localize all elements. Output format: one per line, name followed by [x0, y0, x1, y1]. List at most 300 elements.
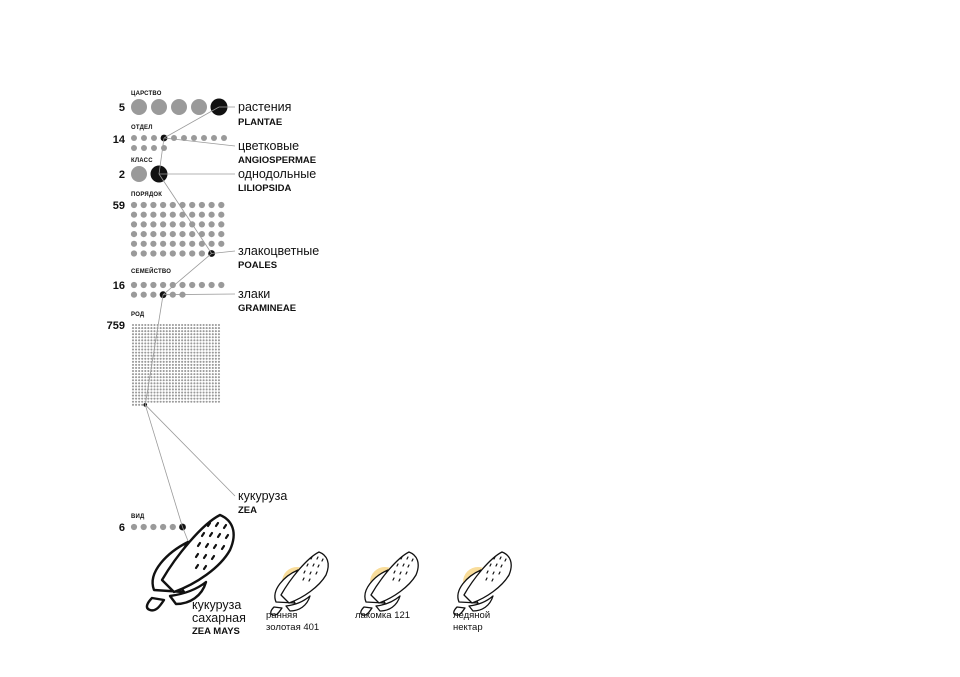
taxon-dot	[190, 330, 192, 332]
taxon-dot	[206, 333, 208, 335]
taxon-dot	[203, 401, 205, 403]
taxon-dot	[163, 336, 165, 338]
taxon-dot	[169, 391, 171, 393]
taxon-dot	[206, 391, 208, 393]
taxon-dot	[218, 401, 220, 403]
taxon-dot	[172, 376, 174, 378]
taxon-dot	[190, 385, 192, 387]
taxon-dot	[203, 345, 205, 347]
taxon-dot	[193, 379, 195, 381]
taxon-dot	[161, 145, 167, 151]
taxon-dot	[190, 398, 192, 400]
taxon-dot	[196, 388, 198, 390]
taxon-dot	[141, 391, 143, 393]
taxon-dot	[166, 336, 168, 338]
variety-2	[355, 552, 418, 621]
taxon-dot	[189, 282, 195, 288]
taxon-dot	[178, 382, 180, 384]
taxon-dot	[203, 364, 205, 366]
taxon-dot	[196, 361, 198, 363]
taxon-dot	[218, 339, 220, 341]
taxon-dot	[169, 376, 171, 378]
taxon-dot	[160, 373, 162, 375]
taxon-dot	[135, 373, 137, 375]
taxon-dot	[181, 342, 183, 344]
taxon-dot	[153, 385, 155, 387]
taxon-dot	[170, 250, 176, 256]
taxon-dot	[153, 376, 155, 378]
taxon-dot	[150, 379, 152, 381]
taxon-dot	[199, 324, 201, 326]
taxon-dot	[215, 398, 217, 400]
taxon-latin-name: POALES	[238, 260, 278, 271]
taxon-dot	[203, 361, 205, 363]
taxon-dot	[135, 339, 137, 341]
taxon-dot	[169, 385, 171, 387]
taxon-dot	[212, 336, 214, 338]
rank-label: РОД	[131, 312, 145, 318]
taxon-dot	[141, 361, 143, 363]
taxon-dot	[166, 349, 168, 351]
taxon-dot	[218, 202, 224, 208]
taxon-dot	[157, 398, 159, 400]
taxon-dot	[187, 401, 189, 403]
taxon-dot	[157, 385, 159, 387]
taxon-dot	[190, 370, 192, 372]
taxon-dot	[138, 401, 140, 403]
taxon-dot	[163, 333, 165, 335]
taxon-dot	[141, 241, 147, 247]
taxon-dot	[153, 367, 155, 369]
taxon-dot	[160, 202, 166, 208]
taxon-dot	[190, 355, 192, 357]
variety-1-line1: ранняя	[266, 610, 298, 621]
taxon-dot	[138, 373, 140, 375]
rank-count: 16	[112, 280, 125, 292]
taxon-dot	[132, 358, 134, 360]
taxon-dot	[178, 342, 180, 344]
taxon-dot	[138, 358, 140, 360]
taxon-dot	[144, 385, 146, 387]
taxon-dot	[193, 339, 195, 341]
taxon-dot	[132, 352, 134, 354]
taxon-latin-name: GRAMINEAE	[238, 303, 297, 314]
taxon-dot	[193, 342, 195, 344]
taxon-dot	[218, 367, 220, 369]
taxon-dot	[135, 345, 137, 347]
taxon-dot	[187, 391, 189, 393]
taxon-dot	[218, 385, 220, 387]
taxon-dot	[175, 345, 177, 347]
taxon-dot	[218, 382, 220, 384]
taxon-dot	[178, 364, 180, 366]
taxon-dot	[144, 358, 146, 360]
taxon-dot	[132, 349, 134, 351]
taxon-dot	[199, 391, 201, 393]
taxon-dot	[144, 373, 146, 375]
taxon-dot	[163, 379, 165, 381]
taxon-dot	[175, 395, 177, 397]
taxon-dot	[190, 364, 192, 366]
taxon-dot	[187, 373, 189, 375]
taxon-dot	[163, 391, 165, 393]
taxon-dot	[193, 324, 195, 326]
taxon-dot	[153, 391, 155, 393]
taxon-dot	[212, 391, 214, 393]
taxon-dot	[193, 330, 195, 332]
taxon-dot	[184, 382, 186, 384]
taxon-dot	[190, 358, 192, 360]
taxon-dot	[153, 358, 155, 360]
taxon-name: кукуруза	[238, 489, 288, 503]
taxon-dot	[187, 388, 189, 390]
taxon-dot	[175, 349, 177, 351]
rank-count: 59	[112, 200, 125, 212]
taxon-dot	[184, 370, 186, 372]
taxon-dot	[135, 398, 137, 400]
taxon-dot	[163, 324, 165, 326]
taxon-dot	[132, 382, 134, 384]
taxon-dot	[160, 330, 162, 332]
taxon-dot	[144, 342, 146, 344]
taxon-dot	[138, 404, 140, 406]
taxon-dot	[169, 358, 171, 360]
taxon-dot	[175, 373, 177, 375]
taxon-dot	[135, 349, 137, 351]
taxon-dot	[175, 333, 177, 335]
taxon-dot	[203, 398, 205, 400]
variety-2-line1: лакомка 121	[355, 610, 411, 621]
taxon-dot	[160, 349, 162, 351]
taxon-dot	[160, 367, 162, 369]
taxon-dot	[131, 212, 137, 218]
taxon-dot	[175, 379, 177, 381]
taxon-dot	[172, 342, 174, 344]
taxon-dot	[132, 333, 134, 335]
taxon-dot	[190, 339, 192, 341]
taxon-dot	[199, 336, 201, 338]
taxon-dot	[132, 345, 134, 347]
taxon-dot	[132, 373, 134, 375]
taxon-dot	[160, 382, 162, 384]
taxon-dot	[206, 352, 208, 354]
taxon-dot	[203, 391, 205, 393]
taxon-dot	[190, 367, 192, 369]
taxon-dot	[160, 336, 162, 338]
taxon-dot	[138, 355, 140, 357]
taxon-dot	[172, 395, 174, 397]
taxon-dot	[181, 395, 183, 397]
taxon-dot	[178, 358, 180, 360]
taxon-dot	[181, 370, 183, 372]
taxon-dot	[178, 333, 180, 335]
taxon-dot	[141, 339, 143, 341]
taxon-dot	[215, 401, 217, 403]
taxon-dot	[163, 376, 165, 378]
taxon-dot	[166, 367, 168, 369]
taxon-dot	[144, 330, 146, 332]
rank-label: ОТДЕЛ	[131, 125, 153, 131]
taxon-dot	[157, 339, 159, 341]
taxon-dot	[196, 352, 198, 354]
taxon-dot	[187, 330, 189, 332]
taxon-dot	[170, 221, 176, 227]
taxon-dot	[150, 231, 156, 237]
taxonomy-levels	[107, 91, 320, 534]
taxon-dot	[144, 388, 146, 390]
taxon-dot	[184, 361, 186, 363]
taxon-dot	[187, 349, 189, 351]
taxon-dot	[218, 336, 220, 338]
taxon-dot	[172, 336, 174, 338]
taxon-dot	[215, 330, 217, 332]
taxon-dot	[196, 385, 198, 387]
taxon-dot	[147, 330, 149, 332]
taxon-dot	[203, 349, 205, 351]
taxon-dot	[212, 333, 214, 335]
taxon-dot	[138, 339, 140, 341]
taxon-dot	[163, 385, 165, 387]
taxon-dot	[132, 370, 134, 372]
taxon-dot	[199, 327, 201, 329]
taxon-dot	[215, 370, 217, 372]
corn-cob-icon	[361, 552, 418, 615]
taxon-dot	[147, 333, 149, 335]
taxon-dot	[171, 99, 187, 115]
taxon-dot	[157, 376, 159, 378]
taxon-dot	[199, 212, 205, 218]
taxon-dot	[209, 241, 215, 247]
taxon-dot	[206, 373, 208, 375]
taxon-dot	[169, 352, 171, 354]
taxon-dot	[160, 327, 162, 329]
taxon-dot	[215, 333, 217, 335]
taxon-dot	[135, 330, 137, 332]
taxon-dot	[147, 345, 149, 347]
taxon-dot	[157, 379, 159, 381]
taxon-dot	[199, 379, 201, 381]
taxon-dot	[141, 135, 147, 141]
taxon-dot	[147, 367, 149, 369]
taxon-dot	[199, 385, 201, 387]
taxon-dot	[132, 391, 134, 393]
taxon-dot	[199, 367, 201, 369]
taxon-dot	[215, 361, 217, 363]
taxon-dot	[160, 355, 162, 357]
taxon-dot	[209, 355, 211, 357]
taxon-dot	[181, 391, 183, 393]
level-1	[119, 91, 291, 128]
taxon-dot	[153, 382, 155, 384]
taxon-dot	[178, 336, 180, 338]
taxon-dot	[203, 382, 205, 384]
taxon-dot	[150, 524, 156, 530]
taxon-dot	[132, 401, 134, 403]
taxon-dot	[212, 330, 214, 332]
taxon-dot	[187, 352, 189, 354]
taxon-dot	[215, 352, 217, 354]
variety-1-line2: золотая 401	[266, 622, 320, 633]
taxon-dot	[212, 388, 214, 390]
taxon-dot	[199, 370, 201, 372]
taxon-dot	[178, 324, 180, 326]
taxon-dot	[218, 364, 220, 366]
taxon-dot	[206, 342, 208, 344]
taxon-dot	[138, 370, 140, 372]
taxon-dot	[190, 376, 192, 378]
taxon-dot	[181, 352, 183, 354]
taxon-dot	[209, 336, 211, 338]
taxon-dot	[190, 349, 192, 351]
taxon-dot	[169, 401, 171, 403]
taxon-dot	[153, 373, 155, 375]
taxon-dot	[209, 367, 211, 369]
taxon-dot	[150, 355, 152, 357]
corn-cob-icon	[271, 552, 328, 615]
taxon-dot	[191, 99, 207, 115]
taxon-dot	[166, 361, 168, 363]
taxon-dot	[206, 355, 208, 357]
taxon-dot	[175, 330, 177, 332]
taxon-dot	[153, 330, 155, 332]
taxon-dot	[153, 370, 155, 372]
taxon-name: растения	[238, 100, 292, 114]
taxon-dot	[187, 345, 189, 347]
taxon-dot	[150, 391, 152, 393]
taxon-dot	[141, 370, 143, 372]
taxon-dot	[132, 364, 134, 366]
taxon-dot	[166, 395, 168, 397]
taxon-dot	[132, 398, 134, 400]
taxon-dot	[141, 373, 143, 375]
taxon-dot	[215, 376, 217, 378]
taxon-dot	[178, 379, 180, 381]
taxon-dot	[175, 336, 177, 338]
taxon-dot	[144, 349, 146, 351]
taxon-dot	[141, 367, 143, 369]
taxon-dot	[150, 324, 152, 326]
taxon-dot	[157, 349, 159, 351]
taxon-dot	[166, 385, 168, 387]
level-5	[113, 267, 296, 314]
taxon-dot	[169, 355, 171, 357]
taxon-dot	[157, 355, 159, 357]
taxon-dot	[184, 367, 186, 369]
taxon-dot	[193, 345, 195, 347]
taxon-dot	[163, 327, 165, 329]
taxon-dot	[138, 395, 140, 397]
taxon-dot	[141, 401, 143, 403]
taxon-dot	[163, 364, 165, 366]
taxon-dot	[178, 327, 180, 329]
taxon-dot	[206, 379, 208, 381]
taxon-dot	[150, 401, 152, 403]
corn-cob-icon	[454, 552, 511, 615]
taxon-dot	[157, 367, 159, 369]
taxon-dot	[203, 370, 205, 372]
species-name-line2: сахарная	[192, 611, 246, 625]
taxon-dot	[178, 361, 180, 363]
taxon-dot	[215, 324, 217, 326]
taxon-dot	[175, 355, 177, 357]
taxon-dot	[187, 370, 189, 372]
taxon-dot	[147, 401, 149, 403]
taxon-dot	[138, 342, 140, 344]
corn-cob-icon	[147, 515, 234, 610]
taxon-dot	[163, 373, 165, 375]
taxon-dot	[163, 355, 165, 357]
taxon-dot	[187, 355, 189, 357]
taxon-dot	[132, 367, 134, 369]
taxon-dot	[131, 202, 137, 208]
taxon-dot	[196, 349, 198, 351]
taxon-dot	[215, 336, 217, 338]
taxon-dot	[132, 395, 134, 397]
taxon-dot	[206, 324, 208, 326]
taxon-dot	[206, 376, 208, 378]
taxon-dot	[212, 352, 214, 354]
taxon-dot	[212, 361, 214, 363]
taxon-dot	[135, 379, 137, 381]
taxon-latin-name: ZEA	[238, 505, 257, 516]
taxon-dot	[179, 250, 185, 256]
taxon-dot	[138, 385, 140, 387]
taxon-dot	[147, 376, 149, 378]
taxon-dot	[218, 342, 220, 344]
taxon-dot	[169, 370, 171, 372]
taxon-dot	[169, 349, 171, 351]
taxon-dot	[141, 324, 143, 326]
taxon-dot	[132, 355, 134, 357]
taxon-dot	[187, 361, 189, 363]
taxon-dot	[135, 376, 137, 378]
taxon-dot	[131, 99, 147, 115]
taxon-dot	[199, 349, 201, 351]
rank-label: ЦАРСТВО	[131, 91, 162, 97]
taxon-dot	[175, 364, 177, 366]
taxon-dot	[150, 358, 152, 360]
taxon-dot	[181, 376, 183, 378]
taxon-dot	[131, 282, 137, 288]
taxon-dot	[144, 379, 146, 381]
taxon-dot	[150, 282, 156, 288]
taxon-dot	[160, 241, 166, 247]
rank-label: КЛАСС	[131, 158, 153, 164]
taxon-dot	[160, 324, 162, 326]
taxon-dot	[153, 355, 155, 357]
taxon-dot	[212, 327, 214, 329]
taxon-dot	[218, 398, 220, 400]
taxon-dot	[141, 382, 143, 384]
taxon-dot	[157, 336, 159, 338]
taxon-dot	[172, 370, 174, 372]
taxon-dot	[218, 388, 220, 390]
taxon-dot	[132, 379, 134, 381]
taxon-name: злаки	[238, 287, 271, 301]
taxon-dot	[212, 355, 214, 357]
taxon-latin-name: PLANTAE	[238, 117, 283, 128]
taxon-dot	[172, 330, 174, 332]
taxon-dot	[178, 352, 180, 354]
taxon-dot	[178, 395, 180, 397]
taxon-dot	[199, 401, 201, 403]
taxon-name: злакоцветные	[238, 244, 320, 258]
taxon-dot	[150, 352, 152, 354]
taxon-dot	[178, 401, 180, 403]
taxon-dot	[189, 250, 195, 256]
taxon-dot	[187, 336, 189, 338]
rank-label: ПОРЯДОК	[131, 192, 163, 198]
